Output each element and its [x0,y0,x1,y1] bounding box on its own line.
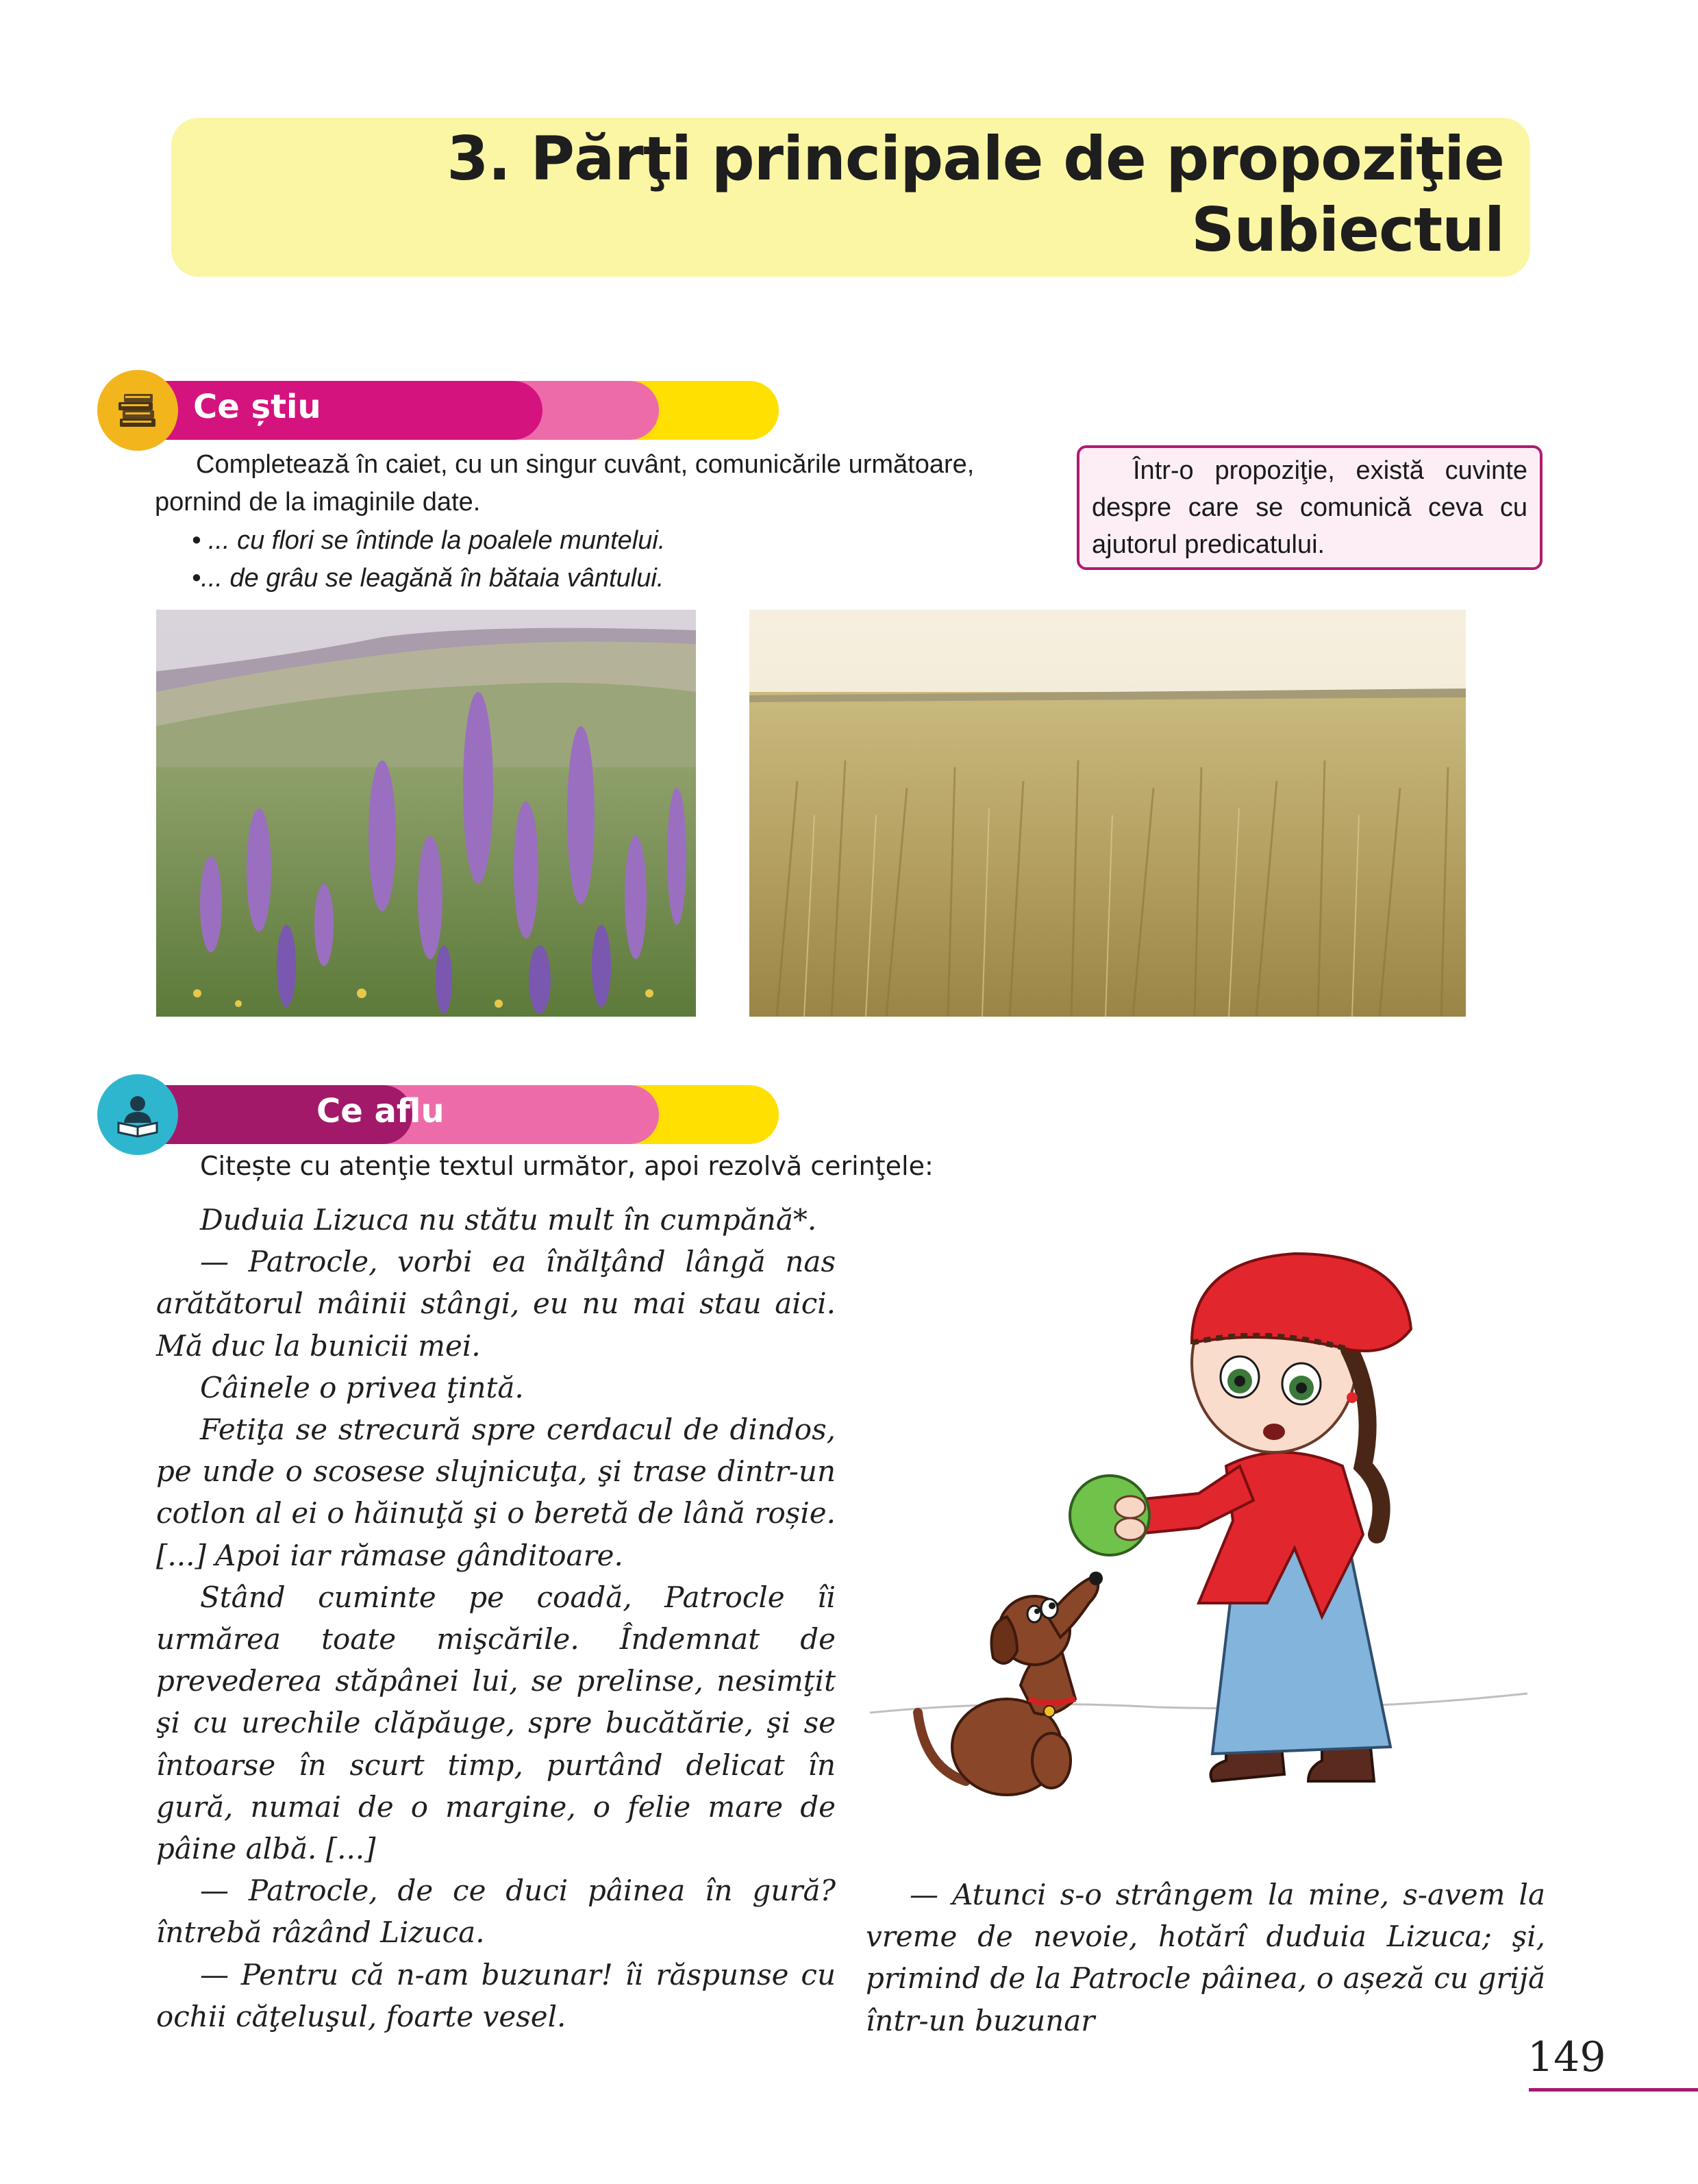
page-number: 149 [1527,2033,1606,2081]
dog-figure [918,1572,1103,1795]
info-box [1077,445,1543,570]
photo-lavender-meadow [156,610,696,1017]
story-paragraph: — Patrocle, de ce duci pâinea în gură? întrebă râzând Lizuca. [156,1874,836,1950]
story-paragraph: Duduia Lizuca nu stătu mult în cumpănă*. [200,1203,817,1237]
exercise-bullet: • ... cu flori se întinde la poalele muntelui. [192,526,666,555]
exercise-bullet: •... de grâu se leagănă în bătaia vântului. [192,564,664,593]
reading-instruction: Citește cu atenţie textul următor, apoi rezolvă cerinţele: [200,1151,934,1181]
section-header-learn [97,1085,782,1144]
exercise-intro: Completează în caiet, cu un singur cuvânt, comunicările următoare, pornind de la imaginile date. [155,450,975,517]
story-paragraph: Câinele o privea ţintă. [200,1370,524,1404]
story-paragraph: Stând cuminte pe coadă, Patrocle îi urmărea toate mişcările. Îndemnat de prevederea stăpânei lui, se prelinse, nesimţit şi cu urechile clăpăuge, spre bucătărie, şi se întoarse în scurt timp, purtând delicat în gură, numai de o margine, o felie mare de pâine albă. [...] [156,1580,836,1866]
photo-wheat-field [749,610,1466,1017]
story-paragraph: — Pentru că n-am buzunar! îi răspunse cu ochii căţeluşul, foarte vesel. [156,1957,836,2033]
girl-figure [1070,1254,1411,1781]
story-text-left [156,1199,836,2037]
title-banner [171,118,1530,277]
page-number-rule [1529,2088,1698,2092]
page-title: 3. Părţi principale de propoziţie [447,123,1504,194]
story-paragraph: Fetiţa se strecură spre cerdacul de dindos, pe unde o scosese slujnicuţa, şi trase dintr-un cotlon al ei o hăinuţă şi o beretă de lână roșie. [...] Apoi iar rămase gânditoare. [156,1413,836,1572]
reader-icon [97,1074,178,1155]
story-text-right [866,1874,1545,2042]
page-subtitle: Subiectul [1191,195,1504,265]
section-label-learn: Ce aflu [316,1092,445,1130]
books-icon [97,370,178,451]
story-paragraph: — Patrocle, vorbi ea înălţând lângă nas arătătorul mâinii stângi, eu nu mai stau aici. Mă duc la bunicii mei. [156,1245,836,1363]
info-box-text: Într-o propoziţie, există cuvinte despre care se comunică ceva cu ajutorul predicatului. [1092,456,1527,559]
section-label-know: Ce știu [193,388,321,426]
story-paragraph: — Atunci s-o strângem la mine, s-avem la vreme de nevoie, hotărî duduia Lizuca; şi, primind de la Patrocle pâinea, o așeză cu grijă într-un buzunar [866,1878,1545,2037]
section-header-know [97,381,782,440]
illustration-girl-and-dog [870,1178,1527,1809]
